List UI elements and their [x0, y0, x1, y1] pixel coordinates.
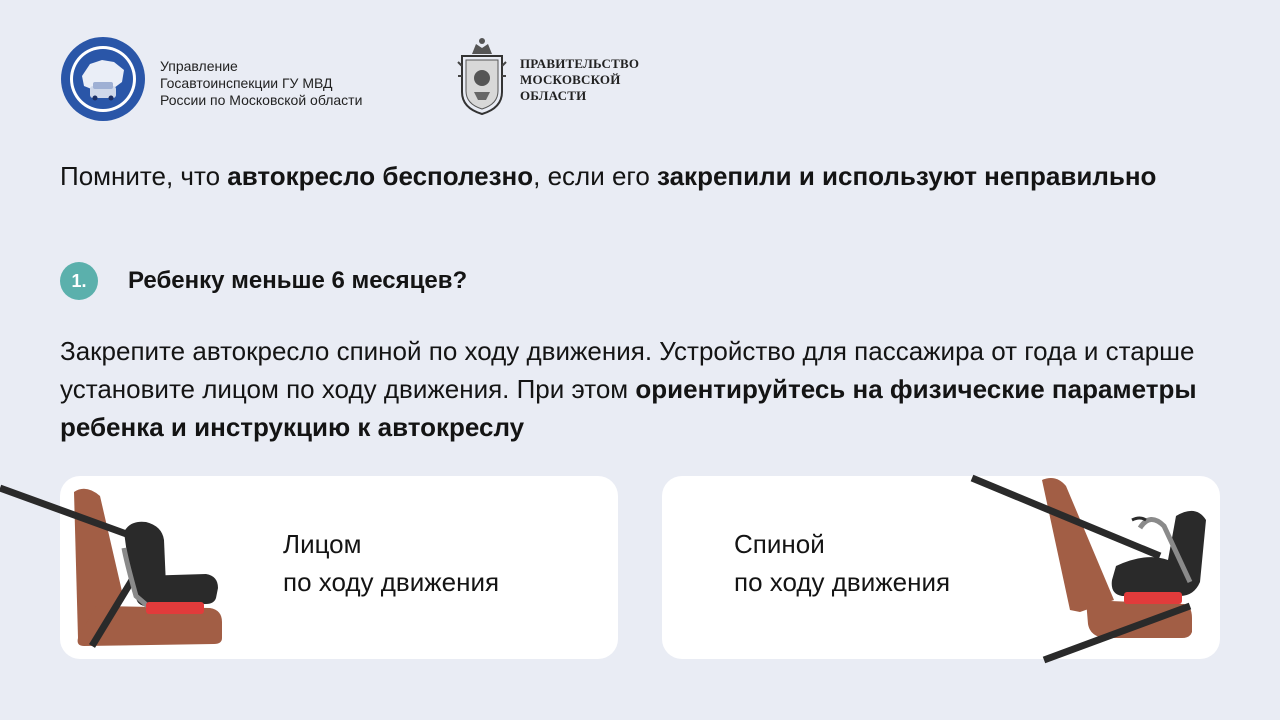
step-title: Ребенку меньше 6 месяцев?: [128, 267, 468, 294]
moscow-region-government-name: ПРАВИТЕЛЬСТВО МОСКОВСКОЙ ОБЛАСТИ: [520, 56, 640, 103]
rear-facing-label: Спиной по ходу движения: [734, 529, 951, 597]
headline: Помните, что автокресло бесполезно, если его закрепили и используют неправильно: [60, 161, 1157, 191]
forward-facing-label: Лицом по ходу движения: [283, 529, 500, 597]
instruction-paragraph: Закрепите автокресло спиной по ходу движения. Устройство для пассажира от года и старше установите лицом по ходу движения. При этом ориентируйтесь на физические параметры ребенка и инструкцию к автокреслу: [60, 336, 1197, 442]
gai-organization-name: Управление Госавтоинспекции ГУ МВД России по Московской области: [160, 58, 363, 108]
rear-facing-car-seat-icon: [972, 478, 1206, 660]
forward-facing-car-seat-icon: [0, 488, 222, 646]
step-number-badge: 1.: [60, 262, 98, 300]
